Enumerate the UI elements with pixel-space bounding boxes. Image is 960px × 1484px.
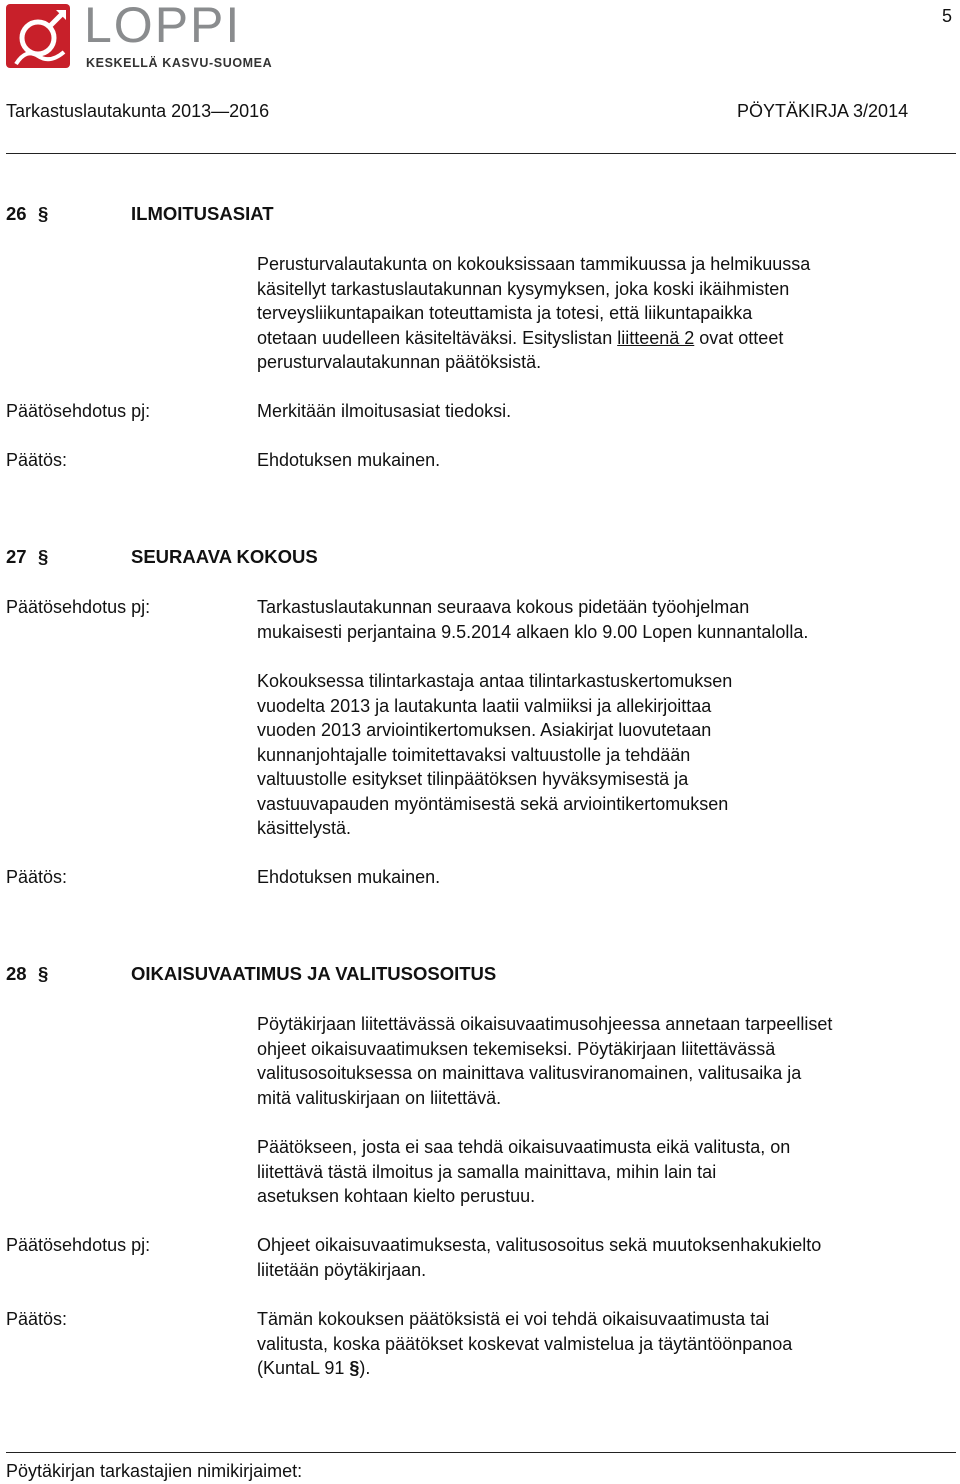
loppi-logo <box>6 2 286 74</box>
header-committee: Tarkastuslautakunta 2013—2016 <box>6 101 270 121</box>
section-27-paragraph: Kokouksessa tilintarkastaja antaa tilintarkastuskertomuksen vuodelta 2013 ja lautakunta laatii valmiiksi ja allekirjoittaa vuoden 2013 arviointikertomuksen. Asiakirjat luovutetaan kunnanjohtajalle toimitettavaksi valtuustolle ja tehdään valtuustolle esitykset tilinpäätöksen hyväksymisestä ja vastuuvapauden myöntämisestä sekä arviointikertomuksen käsittelystä. <box>257 671 733 838</box>
section-28-number: 28 <box>6 963 27 984</box>
logo-tagline: KESKELLÄ KASVU-SUOMEA <box>86 56 273 70</box>
decision-label: Päätös: <box>6 450 68 470</box>
header-minutes-number: PÖYTÄKIRJA 3/2014 <box>737 101 909 121</box>
section-28-decision-text: Tämän kokouksen päätöksistä ei voi tehdä oikaisuvaatimusta tai valitusta, koska päätökset koskevat valmistelua ja täytäntöönpanoa (KuntaL 91 <box>257 1309 793 1378</box>
section-26-proposal: Merkitään ilmoitusasiat tiedoksi. <box>257 401 512 421</box>
loppi-emblem-icon <box>6 2 74 70</box>
page-number: 5 <box>941 6 952 26</box>
section-26-number: 26 <box>6 203 27 224</box>
section-28-proposal: Ohjeet oikaisuvaatimuksesta, valitusosoitus sekä muutoksenhakukielto liitetään pöytäkirjaan. <box>257 1235 822 1280</box>
logo-wordmark: LOPPI <box>84 0 242 53</box>
decision-label: Päätös: <box>6 867 68 887</box>
section-26-decision: Ehdotuksen mukainen. <box>257 450 441 470</box>
section-27-proposal: Tarkastuslautakunnan seuraava kokous pidetään työohjelman mukaisesti perjantaina 9.5.2014 alkaen klo 9.00 Lopen kunnantalolla. <box>257 597 809 642</box>
section-27-title: SEURAAVA KOKOUS <box>131 546 318 567</box>
section-26-body <box>257 252 947 375</box>
footer-rule <box>6 1452 956 1453</box>
attachment-link[interactable]: liitteenä 2 <box>617 327 695 348</box>
section-symbol: § <box>349 1358 360 1378</box>
proposal-label: Päätösehdotus pj: <box>6 1235 151 1255</box>
signature-label: Pöytäkirjan tarkastajien nimikirjaimet: <box>6 1461 303 1481</box>
section-26-title: ILMOITUSASIAT <box>131 203 274 224</box>
section-symbol: § <box>38 546 49 567</box>
section-27-number: 27 <box>6 546 27 567</box>
proposal-label: Päätösehdotus pj: <box>6 597 151 617</box>
section-symbol: § <box>38 963 49 984</box>
section-26-text: Perusturvalautakunta on kokouksissaan tammikuussa ja helmikuussa käsitellyt tarkastuslautakunnan kysymyksen, joka koski ikäihmisten terveysliikuntapaikan toteuttamista ja totesi, että liikuntapaikka otetaan uudelleen käsiteltäväksi. Esityslistan <box>257 254 811 348</box>
decision-label: Päätös: <box>6 1309 68 1329</box>
section-symbol: § <box>38 203 49 224</box>
section-28-paragraph-2: Päätökseen, josta ei saa tehdä oikaisuvaatimusta eikä valitusta, on liitettävä tästä ilmoitus ja samalla mainittava, mihin lain tai asetuksen kohtaan kielto perustuu. <box>257 1137 791 1206</box>
section-28-decision-end: ). <box>359 1358 371 1378</box>
section-26-text-end: ovat otteet perusturvalautakunnan päätöksistä. <box>257 327 784 372</box>
section-28-decision <box>257 1307 952 1381</box>
section-28-title: OIKAISUVAATIMUS JA VALITUSOSOITUS <box>131 963 497 984</box>
section-27-decision: Ehdotuksen mukainen. <box>257 867 441 887</box>
section-28-paragraph-1: Pöytäkirjaan liitettävässä oikaisuvaatimusohjeessa annetaan tarpeelliset ohjeet oikaisuvaatimuksen tekemiseksi. Pöytäkirjaan liitettävässä valitusosoituksessa on mainittava valitusviranomainen, valitusaika ja mitä valituskirjaan on liitettävä. <box>257 1014 833 1108</box>
header-rule <box>6 153 956 154</box>
proposal-label: Päätösehdotus pj: <box>6 401 151 421</box>
